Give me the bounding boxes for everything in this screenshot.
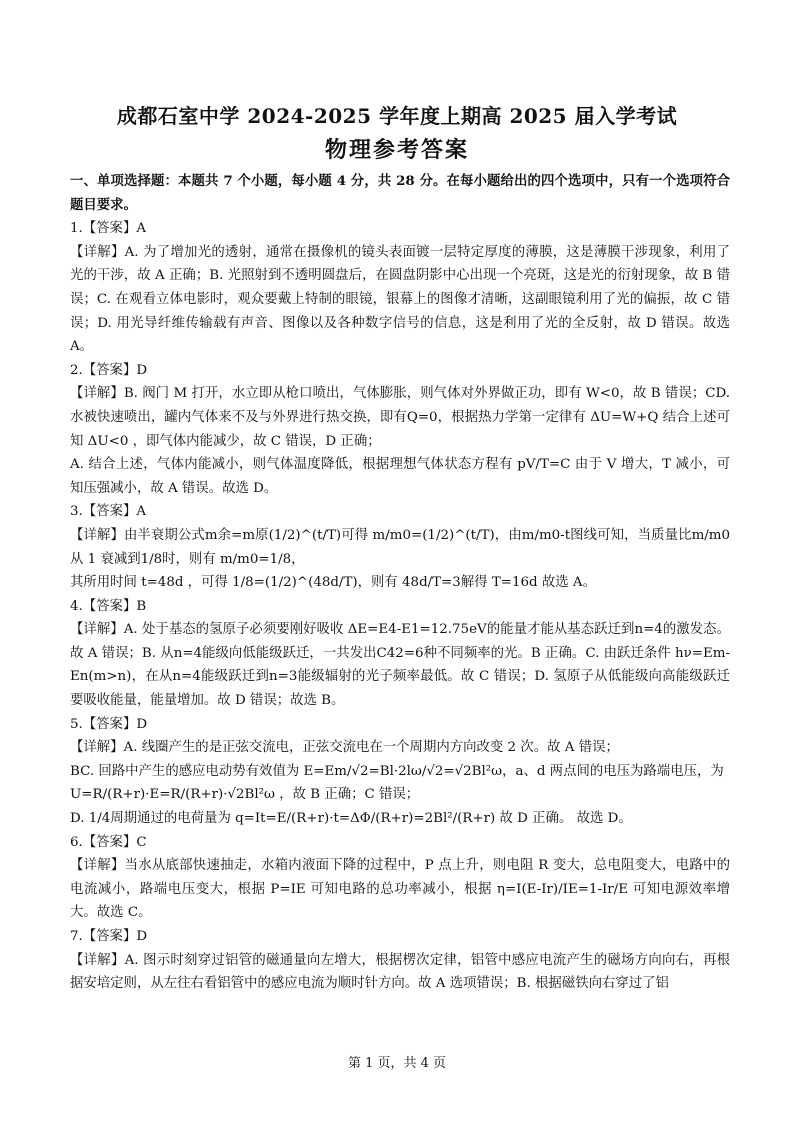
q5-detail-1: 【详解】A. 线圈产生的是正弦交流电，正弦交流电在一个周期内方向改变 2 次。故 A 错误； <box>70 740 619 756</box>
q5-answer: 5.【答案】D <box>70 716 148 732</box>
q3-answer: 3.【答案】A <box>70 504 147 520</box>
q5-detail-4: D. 1/4周期通过的电荷量为 q=It=E/(R+r)·t=ΔΦ/(R+r)=2Bl²/(R+r) 故 D 正确。 故选 D。 <box>70 811 632 827</box>
page-number: 第 1 页，共 4 页 <box>347 1056 447 1071</box>
q2-detail-2: A. 结合上述，气体内能减小，则气体温度降低，根据理想气体状态方程有 pV/T=C 由于 V 增大，T 减小，可知压强减小，故 A 错误。故选 D。 <box>70 457 730 496</box>
section-heading: 一、单项选择题：本题共 7 个小题，每小题 4 分，共 28 分。在每小题给出的四个选项中，只有一个选项符合题目要求。 <box>70 173 730 213</box>
q5-detail-2: BC. 回路中产生的感应电动势有效值为 E=Em/√2=Bl·2lω/√2=√2Bl²ω，a、d 两点间的电压为路端电压，为 <box>70 763 724 779</box>
document-title: 成都石室中学 2024-2025 学年度上期高 2025 届入学考试 <box>116 104 678 128</box>
q6-answer: 6.【答案】C <box>70 834 147 850</box>
q7-detail: 【详解】A. 图示时刻穿过铝管的磁通量向左增大，根据楞次定律，铝管中感应电流产生的磁场方向向右，再根据安培定则，从左往右看铝管中的感应电流为顺时针方向。故 A 选项错误；B. 根据磁铁向右穿过了铝 <box>70 952 730 992</box>
document-subtitle: 物理参考答案 <box>324 137 469 163</box>
q4-answer: 4.【答案】B <box>70 598 147 614</box>
q2-answer: 2.【答案】D <box>70 362 148 378</box>
q7-answer: 7.【答案】D <box>70 929 148 944</box>
q6-detail: 【详解】当水从底部快速抽走，水箱内液面下降的过程中，P 点上升，则电阻 R 变大，总电阻变大，电路中的电流减小，路端电压变大，根据 P=IE 可知电路的总功率减小，根据 η=I(E-Ir)/IE=1-Ir/E 可知电源效率增大。故选 C。 <box>70 858 730 921</box>
q4-detail: 【详解】A. 处于基态的氢原子必须要刚好吸收 ΔE=E4-E1=12.75eV的能量才能从基态跃迁到n=4的激发态。故 A 错误；B. 从n=4能级向低能级跃迁，一共发出C42=6种不同频率的光。B 正确。C. 由跃迁条件 hν=Em-En(m>n)，在从n=4能级跃迁到n=3能级辐射的光子频率最低。故 C 错误；D. 氢原子从低能级向高能级跃迁要吸收能量，能量增加。故 D 错误；故选 B。 <box>70 622 730 709</box>
q2-detail-1: 【详解】B. 阀门 M 打开，水立即从枪口喷出，气体膨胀，则气体对外界做正功，即有 W<0，故 B 错误；CD. 水被快速喷出，罐内气体来不及与外界进行热交换，即有Q=0，根据热力学第一定律有 ΔU=W+Q 结合上述可知 ΔU<0 ，即气体内能减少，故 C 错误，D 正确； <box>70 386 730 449</box>
q1-answer: 1.【答案】A <box>70 221 147 237</box>
answer-content <box>70 170 730 996</box>
q1-detail: 【详解】A. 为了增加光的透射，通常在摄像机的镜头表面镀一层特定厚度的薄膜，这是薄膜干涉现象，利用了光的干涉，故 A 正确；B. 光照射到不透明圆盘后，在圆盘阴影中心出现一个亮斑，这是光的衍射现象，故 B 错误；C. 在观看立体电影时，观众要戴上特制的眼镜，银幕上的图像才清晰，这副眼镜利用了光的偏振，故 C 错误；D. 用光导纤维传输载有声音、图像以及各种数字信号的信息，这是利用了光的全反射，故 D 错误。故选 A。 <box>70 244 730 355</box>
q5-detail-3: U=R/(R+r)·E=R/(R+r)·√2Bl²ω ，故 B 正确；C 错误； <box>70 787 420 803</box>
q3-detail-2: 其所用时间 t=48d ，可得 1/8=(1/2)^(48d/T)，则有 48d/T=3解得 T=16d 故选 A。 <box>70 575 596 591</box>
q3-detail-1: 【详解】由半衰期公式m余=m原(1/2)^(t/T)可得 m/m0=(1/2)^(t/T)，由m/m0-t图线可知，当质量比m/m0从 1 衰减到1/8时，则有 m/m0=1/8， <box>70 527 730 567</box>
